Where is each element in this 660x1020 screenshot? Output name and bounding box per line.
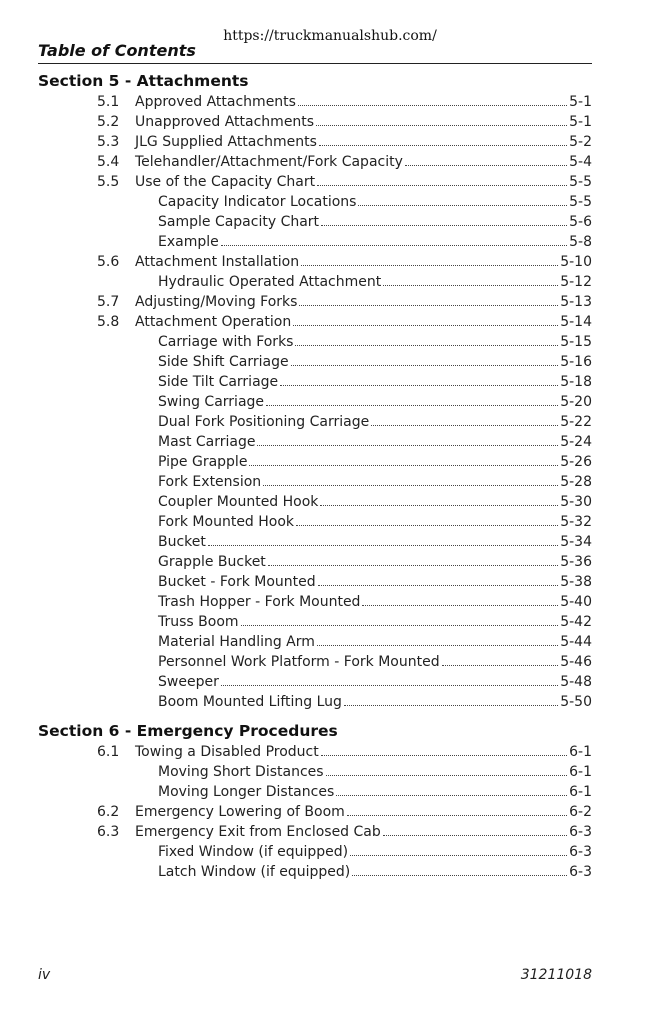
toc-entry[interactable] [38,292,592,312]
toc-entry-line [158,592,592,612]
toc-entry[interactable] [38,782,592,802]
toc-entry-page: 6-3 [569,824,592,840]
toc-entry-title: Personnel Work Platform - Fork Mounted [158,654,440,670]
toc-entry[interactable] [38,352,592,372]
toc-entry-page: 6-3 [569,844,592,860]
toc-entry-title: Mast Carriage [158,434,256,450]
toc-entry-line [158,532,592,552]
toc-entry-page: 5-42 [560,614,592,630]
toc-entry-title: Coupler Mounted Hook [158,494,319,510]
dot-leader [249,465,558,466]
toc-entry-page: 6-2 [569,804,592,820]
toc-entry-line [158,492,592,512]
header-rule [38,63,592,64]
toc-entry-line [135,92,592,112]
toc-entry-number: 5.8 [97,314,120,330]
toc-entry[interactable] [38,572,592,592]
toc-entry-title: Sweeper [158,674,219,690]
toc-entry-title: Material Handling Arm [158,634,315,650]
toc-entry-line [158,652,592,672]
toc-entry-line [135,172,592,192]
toc-entry-line [158,372,592,392]
toc-entry[interactable] [38,552,592,572]
toc-entry[interactable] [38,412,592,432]
toc-entry-line [135,822,592,842]
toc-entry-page: 5-18 [560,374,592,390]
dot-leader [383,835,567,836]
dot-leader [320,505,558,506]
toc-entry-page: 5-5 [569,194,592,210]
dot-leader [291,365,559,366]
toc-entry-line [158,842,592,862]
toc-entry-number: 6.2 [97,804,120,820]
toc-entry-line [158,862,592,882]
toc-entry[interactable] [38,762,592,782]
toc-entry[interactable] [38,112,592,132]
toc-entry[interactable] [38,192,592,212]
toc-section-emergency-procedures [38,720,592,882]
toc-entry-page: 5-5 [569,174,592,190]
toc-entry-title: JLG Supplied Attachments [135,134,317,150]
toc-section-attachments [38,70,592,712]
toc-entry-page: 5-20 [560,394,592,410]
dot-leader [336,795,567,796]
toc-entry-line [135,292,592,312]
toc-entry-title: Side Shift Carriage [158,354,289,370]
toc-entry-title: Moving Longer Distances [158,784,335,800]
dot-leader [296,525,558,526]
dot-leader [208,545,558,546]
toc-entry-line [158,692,592,712]
dot-leader [350,855,567,856]
toc-entry[interactable] [38,802,592,822]
toc-entry[interactable] [38,212,592,232]
toc-entry[interactable] [38,822,592,842]
toc-entry-page: 5-12 [560,274,592,290]
toc-entry-page: 5-38 [560,574,592,590]
dot-leader [221,685,558,686]
footer-document-number: 31211018 [520,967,592,983]
toc-entry-page: 5-36 [560,554,592,570]
toc-entry[interactable] [38,652,592,672]
dot-leader [352,875,567,876]
toc-entry[interactable] [38,452,592,472]
toc-entry-line [135,252,592,272]
dot-leader [298,105,567,106]
dot-leader [280,385,558,386]
toc-entry-title: Boom Mounted Lifting Lug [158,694,342,710]
toc-entry-number: 5.5 [97,174,120,190]
toc-entry-title: Trash Hopper - Fork Mounted [158,594,361,610]
toc-entry-title: Fixed Window (if equipped) [158,844,349,860]
toc-entry[interactable] [38,862,592,882]
toc-entry-title: Fork Extension [158,474,262,490]
dot-leader [241,625,559,626]
toc-entry-title: Telehandler/Attachment/Fork Capacity [135,154,403,170]
toc-entry-title: Swing Carriage [158,394,265,410]
toc-entry[interactable] [38,332,592,352]
dot-leader [318,585,559,586]
toc-entry-title: Grapple Bucket [158,554,266,570]
dot-leader [299,305,558,306]
toc-entry-title: Towing a Disabled Product [135,744,319,760]
toc-entry-line [158,782,592,802]
toc-entry-line [158,272,592,292]
toc-entry-title: Hydraulic Operated Attachment [158,274,382,290]
toc-entry[interactable] [38,172,592,192]
dot-leader [405,165,567,166]
section-heading: Section 5 - Attachments [38,72,249,90]
toc-entry-line [158,762,592,782]
toc-entry-page: 5-34 [560,534,592,550]
dot-leader [263,485,558,486]
page-title: Table of Contents [38,41,196,60]
toc-entry-page: 5-24 [560,434,592,450]
dot-leader [371,425,558,426]
toc-entry-number: 5.3 [97,134,120,150]
toc-entry-title: Bucket - Fork Mounted [158,574,316,590]
dot-leader [344,705,558,706]
toc-entry-page: 5-16 [560,354,592,370]
toc-entry-list [38,92,592,712]
toc-entry-line [158,632,592,652]
toc-entry-line [135,802,592,822]
toc-entry-page: 5-4 [569,154,592,170]
toc-entry-page: 5-13 [560,294,592,310]
toc-entry-title: Latch Window (if equipped) [158,864,351,880]
toc-entry-line [135,152,592,172]
dot-leader [268,565,558,566]
dot-leader [326,775,568,776]
toc-entry[interactable] [38,392,592,412]
toc-entry-title: Dual Fork Positioning Carriage [158,414,370,430]
toc-entry-line [158,572,592,592]
toc-entry-title: Unapproved Attachments [135,114,315,130]
toc-entry-page: 5-15 [560,334,592,350]
toc-entry-page: 6-1 [569,784,592,800]
toc-entry-page: 5-14 [560,314,592,330]
toc-entry-line [158,512,592,532]
toc-entry-line [158,472,592,492]
toc-entry-line [158,332,592,352]
toc-entry-page: 5-28 [560,474,592,490]
dot-leader [221,245,567,246]
footer-page-number: iv [38,967,51,983]
toc-entry-page: 5-48 [560,674,592,690]
toc-entry-title: Fork Mounted Hook [158,514,295,530]
toc-entry-line [135,742,592,762]
toc-entry[interactable] [38,92,592,112]
toc-entry-line [158,412,592,432]
toc-entry-line [135,112,592,132]
toc-entry[interactable] [38,842,592,862]
dot-leader [358,205,567,206]
toc-entry-line [158,452,592,472]
toc-entry-title: Side Tilt Carriage [158,374,279,390]
toc-entry-page: 5-40 [560,594,592,610]
toc-entry-line [158,232,592,252]
toc-entry-line [135,132,592,152]
dot-leader [257,445,558,446]
toc-entry-number: 5.7 [97,294,120,310]
toc-entry[interactable] [38,312,592,332]
dot-leader [293,325,558,326]
toc-entry-list [38,742,592,882]
toc-entry-number: 5.6 [97,254,120,270]
toc-entry-page: 6-1 [569,744,592,760]
toc-entry-page: 5-10 [560,254,592,270]
toc-entry-line [158,192,592,212]
toc-entry[interactable] [38,692,592,712]
toc-entry-page: 5-1 [569,94,592,110]
toc-entry-page: 5-26 [560,454,592,470]
toc-entry-page: 5-1 [569,114,592,130]
dot-leader [266,405,558,406]
toc-entry-line [158,552,592,572]
toc-entry-line [158,612,592,632]
toc-entry-page: 5-44 [560,634,592,650]
toc-entry[interactable] [38,632,592,652]
dot-leader [362,605,558,606]
toc-entry-title: Approved Attachments [135,94,296,110]
source-url[interactable]: https://truckmanualshub.com/ [223,28,437,44]
dot-leader [319,145,567,146]
toc-entry-line [135,312,592,332]
toc-entry[interactable] [38,612,592,632]
toc-entry-page: 5-8 [569,234,592,250]
toc-entry-number: 5.1 [97,94,120,110]
toc-entry-number: 6.1 [97,744,120,760]
toc-entry-title: Adjusting/Moving Forks [135,294,298,310]
toc-entry-page: 6-1 [569,764,592,780]
toc-entry-title: Sample Capacity Chart [158,214,320,230]
dot-leader [295,345,558,346]
toc-entry-page: 5-6 [569,214,592,230]
section-heading: Section 6 - Emergency Procedures [38,722,338,740]
toc-entry-page: 5-32 [560,514,592,530]
toc-entry-line [158,212,592,232]
toc-entry[interactable] [38,492,592,512]
toc-entry-number: 6.3 [97,824,120,840]
toc-entry-page: 5-2 [569,134,592,150]
toc-entry-title: Attachment Operation [135,314,292,330]
toc-entry[interactable] [38,272,592,292]
toc-entry[interactable] [38,472,592,492]
toc-entry-title: Truss Boom [158,614,239,630]
toc-entry[interactable] [38,672,592,692]
toc-entry-page: 5-46 [560,654,592,670]
toc-entry[interactable] [38,592,592,612]
toc-entry-line [158,352,592,372]
toc-entry-title: Emergency Exit from Enclosed Cab [135,824,381,840]
toc-entry-page: 6-3 [569,864,592,880]
toc-entry[interactable] [38,232,592,252]
toc-entry-title: Bucket [158,534,206,550]
toc-entry-title: Use of the Capacity Chart [135,174,316,190]
toc-entry-line [158,392,592,412]
toc-entry-line [158,672,592,692]
toc-entry-number: 5.2 [97,114,120,130]
toc-entry[interactable] [38,152,592,172]
dot-leader [317,185,567,186]
toc-entry-title: Attachment Installation [135,254,300,270]
toc-entry-page: 5-30 [560,494,592,510]
toc-entry[interactable] [38,432,592,452]
toc-entry-title: Moving Short Distances [158,764,324,780]
toc-entry-title: Example [158,234,219,250]
toc-entry-title: Emergency Lowering of Boom [135,804,345,820]
dot-leader [442,665,559,666]
dot-leader [321,225,567,226]
toc-entry-line [158,432,592,452]
toc-entry-page: 5-50 [560,694,592,710]
toc-entry-title: Capacity Indicator Locations [158,194,357,210]
dot-leader [383,285,558,286]
toc-entry-number: 5.4 [97,154,120,170]
toc-entry-page: 5-22 [560,414,592,430]
toc-entry-title: Carriage with Forks [158,334,294,350]
toc-entry-title: Pipe Grapple [158,454,248,470]
dot-leader [317,645,558,646]
toc-entry[interactable] [38,372,592,392]
dot-leader [347,815,567,816]
dot-leader [321,755,567,756]
toc-entry[interactable] [38,512,592,532]
dot-leader [301,265,558,266]
toc-entry[interactable] [38,252,592,272]
toc-entry[interactable] [38,532,592,552]
dot-leader [316,125,567,126]
toc-entry[interactable] [38,132,592,152]
toc-entry[interactable] [38,742,592,762]
